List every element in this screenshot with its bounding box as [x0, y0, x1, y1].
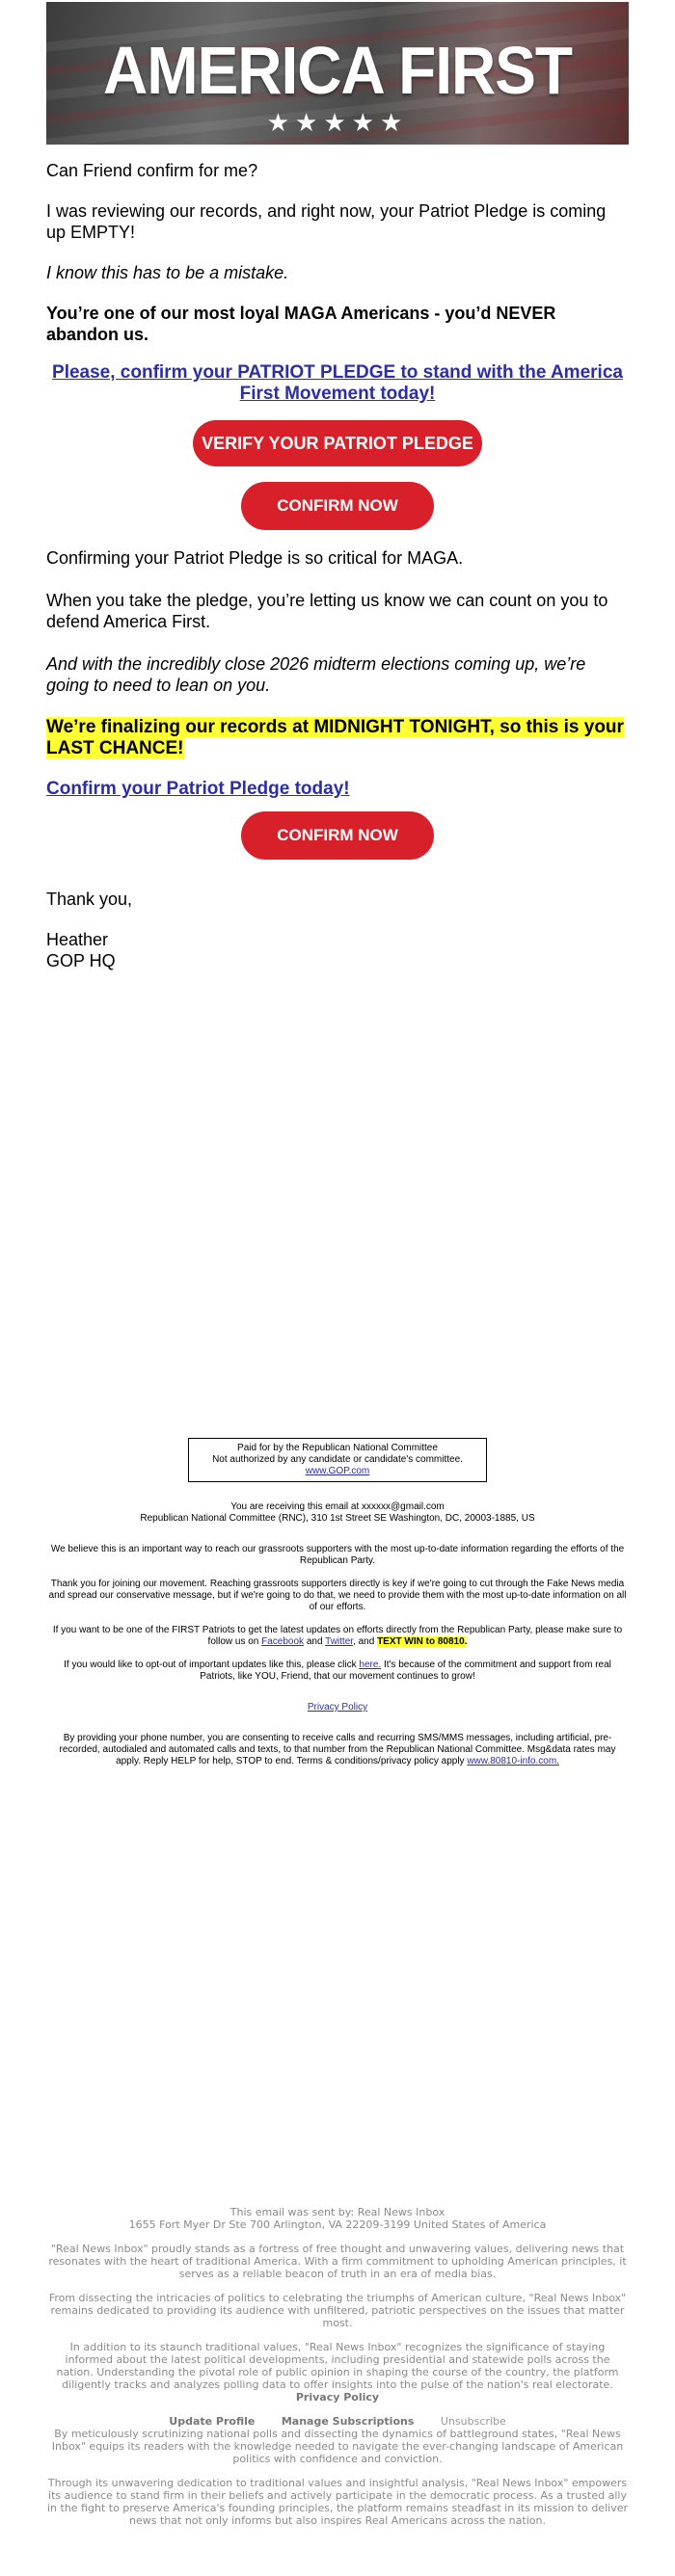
- update-profile-link[interactable]: Update Profile: [169, 2415, 256, 2428]
- email-container: [46, 2, 629, 2527]
- body-paragraph: Confirming your Patriot Pledge is so critical for MAGA.: [46, 548, 464, 568]
- gop-link[interactable]: www.GOP.com: [305, 1466, 370, 1476]
- greeting: Can Friend confirm for me?: [46, 161, 258, 180]
- confirm-pledge-today-link[interactable]: Confirm your Patriot Pledge today!: [46, 779, 350, 799]
- paid-line: Paid for by the Republican National Committee: [237, 1443, 438, 1453]
- body-paragraph: I was reviewing our records, and right now, your Patriot Pledge is coming up EMPTY!: [46, 201, 607, 242]
- footer-paragraph: Thank you for joining our movement. Reaching grassroots supporters directly is key if we're going to cut through the Fake News media and spread our conservative message, but if we're going to do that, we need to provide them with the most up-to-date information on all of our efforts.: [48, 1579, 627, 1612]
- body-paragraph: When you take the pledge, you’re letting us know we can count on you to defend America First.: [46, 591, 608, 631]
- confirm-now-button[interactable]: CONFIRM NOW: [241, 482, 434, 530]
- sms-disclaimer: By providing your phone number, you are consenting to receive calls and recurring SMS/MMS messages, including artificial, pre-recorded, autodialed and automated calls and texts, to that number from the Republican National Committee. Msg&data rates may apply. Reply HELP for help, STOP to end. Terms & conditions/privacy policy apply www.80810-info.com.: [59, 1733, 616, 1766]
- facebook-link[interactable]: Facebook: [261, 1636, 305, 1647]
- deadline-highlight: We’re finalizing our records at MIDNIGHT TONIGHT, so this is your LAST CHANCE!: [46, 717, 624, 758]
- body-paragraph: And with the incredibly close 2026 midterm elections coming up, we’re going to need to lean on you.: [46, 654, 586, 695]
- america-first-banner[interactable]: [46, 2, 629, 145]
- footer-paragraph: We believe this is an important way to reach our grassroots supporters with the most up-to-date information regarding the efforts of the Republican Party.: [50, 1544, 625, 1566]
- body-paragraph: I know this has to be a mistake.: [46, 263, 289, 282]
- signature-org: GOP HQ: [46, 951, 116, 970]
- sender-paragraph: In addition to its staunch traditional values, "Real News Inbox" recognizes the significance of staying informed about the latest political developments, including presidential and statewide polls across the nation. Understanding the pivotal role of public opinion in shaping the course of the country, the platform diligently tracks and analyzes polling data to offer insights into the pulse of the nation's real electorate.: [56, 2341, 619, 2391]
- banner-title: AMERICA FIRST: [103, 33, 572, 108]
- sms-info-link[interactable]: www.80810-info.com.: [467, 1756, 559, 1766]
- privacy-policy-link[interactable]: Privacy Policy: [307, 1702, 368, 1713]
- confirm-now-button-2[interactable]: CONFIRM NOW: [241, 811, 434, 860]
- twitter-link[interactable]: Twitter: [325, 1636, 354, 1647]
- follow-paragraph: If you want to be one of the FIRST Patriots to get the latest updates on efforts directly from the Republican Party, please make sure to follow us on Facebook and Twitter, and TEXT WIN to 80810.: [52, 1625, 623, 1647]
- signoff: Thank you,: [46, 890, 133, 909]
- sender-paragraph: "Real News Inbox" proudly stands as a fortress of free thought and unwavering values, delivering news that resonates with the heart of traditional America. With a firm commitment to upholding American principles, it serves as a reliable beacon of truth in an era of media bias.: [48, 2243, 627, 2280]
- optout-paragraph: If you would like to opt-out of important updates like this, please click here. It's because of the commitment and support from real Patriots, like YOU, Friend, that our movement continues to grow!: [64, 1660, 611, 1682]
- unsubscribe-link[interactable]: Unsubscribe: [440, 2415, 506, 2428]
- sender-paragraph: From dissecting the intricacies of politics to celebrating the triumphs of American culture, "Real News Inbox" remains dedicated to providing its audience with unfiltered, patriotic perspectives on the issues that matter most.: [48, 2292, 627, 2329]
- preferences-bar: [46, 2415, 629, 2428]
- manage-subscriptions-link[interactable]: Manage Subscriptions: [281, 2415, 415, 2428]
- sender-privacy-link[interactable]: Privacy Policy: [295, 2391, 380, 2403]
- sender-address: 1655 Fort Myer Dr Ste 700 Arlington, VA 22209-3199 United States of America: [128, 2218, 547, 2231]
- stars-icon: ★★★★★: [266, 108, 409, 137]
- receiving-notice: You are receiving this email at xxxxxx@gmail.com: [230, 1501, 445, 1512]
- rnc-address: Republican National Committee (RNC), 310 1st Street SE Washington, DC, 20003-1885, US: [140, 1513, 535, 1524]
- text-win-highlight: TEXT WIN to 80810.: [377, 1636, 468, 1647]
- optout-link[interactable]: here.: [359, 1660, 382, 1670]
- sender-paragraph: Through its unwavering dedication to traditional values and insightful analysis, "Real News Inbox" empowers its audience to stand firm in their beliefs and actively participate in the democratic process. As a trusted ally in the fight to preserve America's founding principles, the platform remains steadfast in its mission to deliver news that not only informs but also inspires Real Americans across the nation.: [46, 2477, 628, 2527]
- paid-line: Not authorized by any candidate or candidate's committee.: [212, 1454, 463, 1465]
- confirm-pledge-link[interactable]: Please, confirm your PATRIOT PLEDGE to stand with the America First Movement today!: [52, 362, 623, 404]
- signature-name: Heather: [46, 930, 109, 949]
- sent-by: This email was sent by: Real News Inbox: [230, 2206, 446, 2218]
- verify-pledge-button[interactable]: VERIFY YOUR PATRIOT PLEDGE: [193, 420, 482, 466]
- body-paragraph: You’re one of our most loyal MAGA Americans - you’d NEVER abandon us.: [46, 304, 556, 344]
- paid-for-disclaimer: [188, 1438, 487, 1482]
- sender-paragraph: By meticulously scrutinizing national polls and dissecting the dynamics of battleground states, "Real News Inbox" equips its readers with the knowledge needed to navigate the ever-changing landscape of American politics with confidence and conviction.: [51, 2428, 624, 2465]
